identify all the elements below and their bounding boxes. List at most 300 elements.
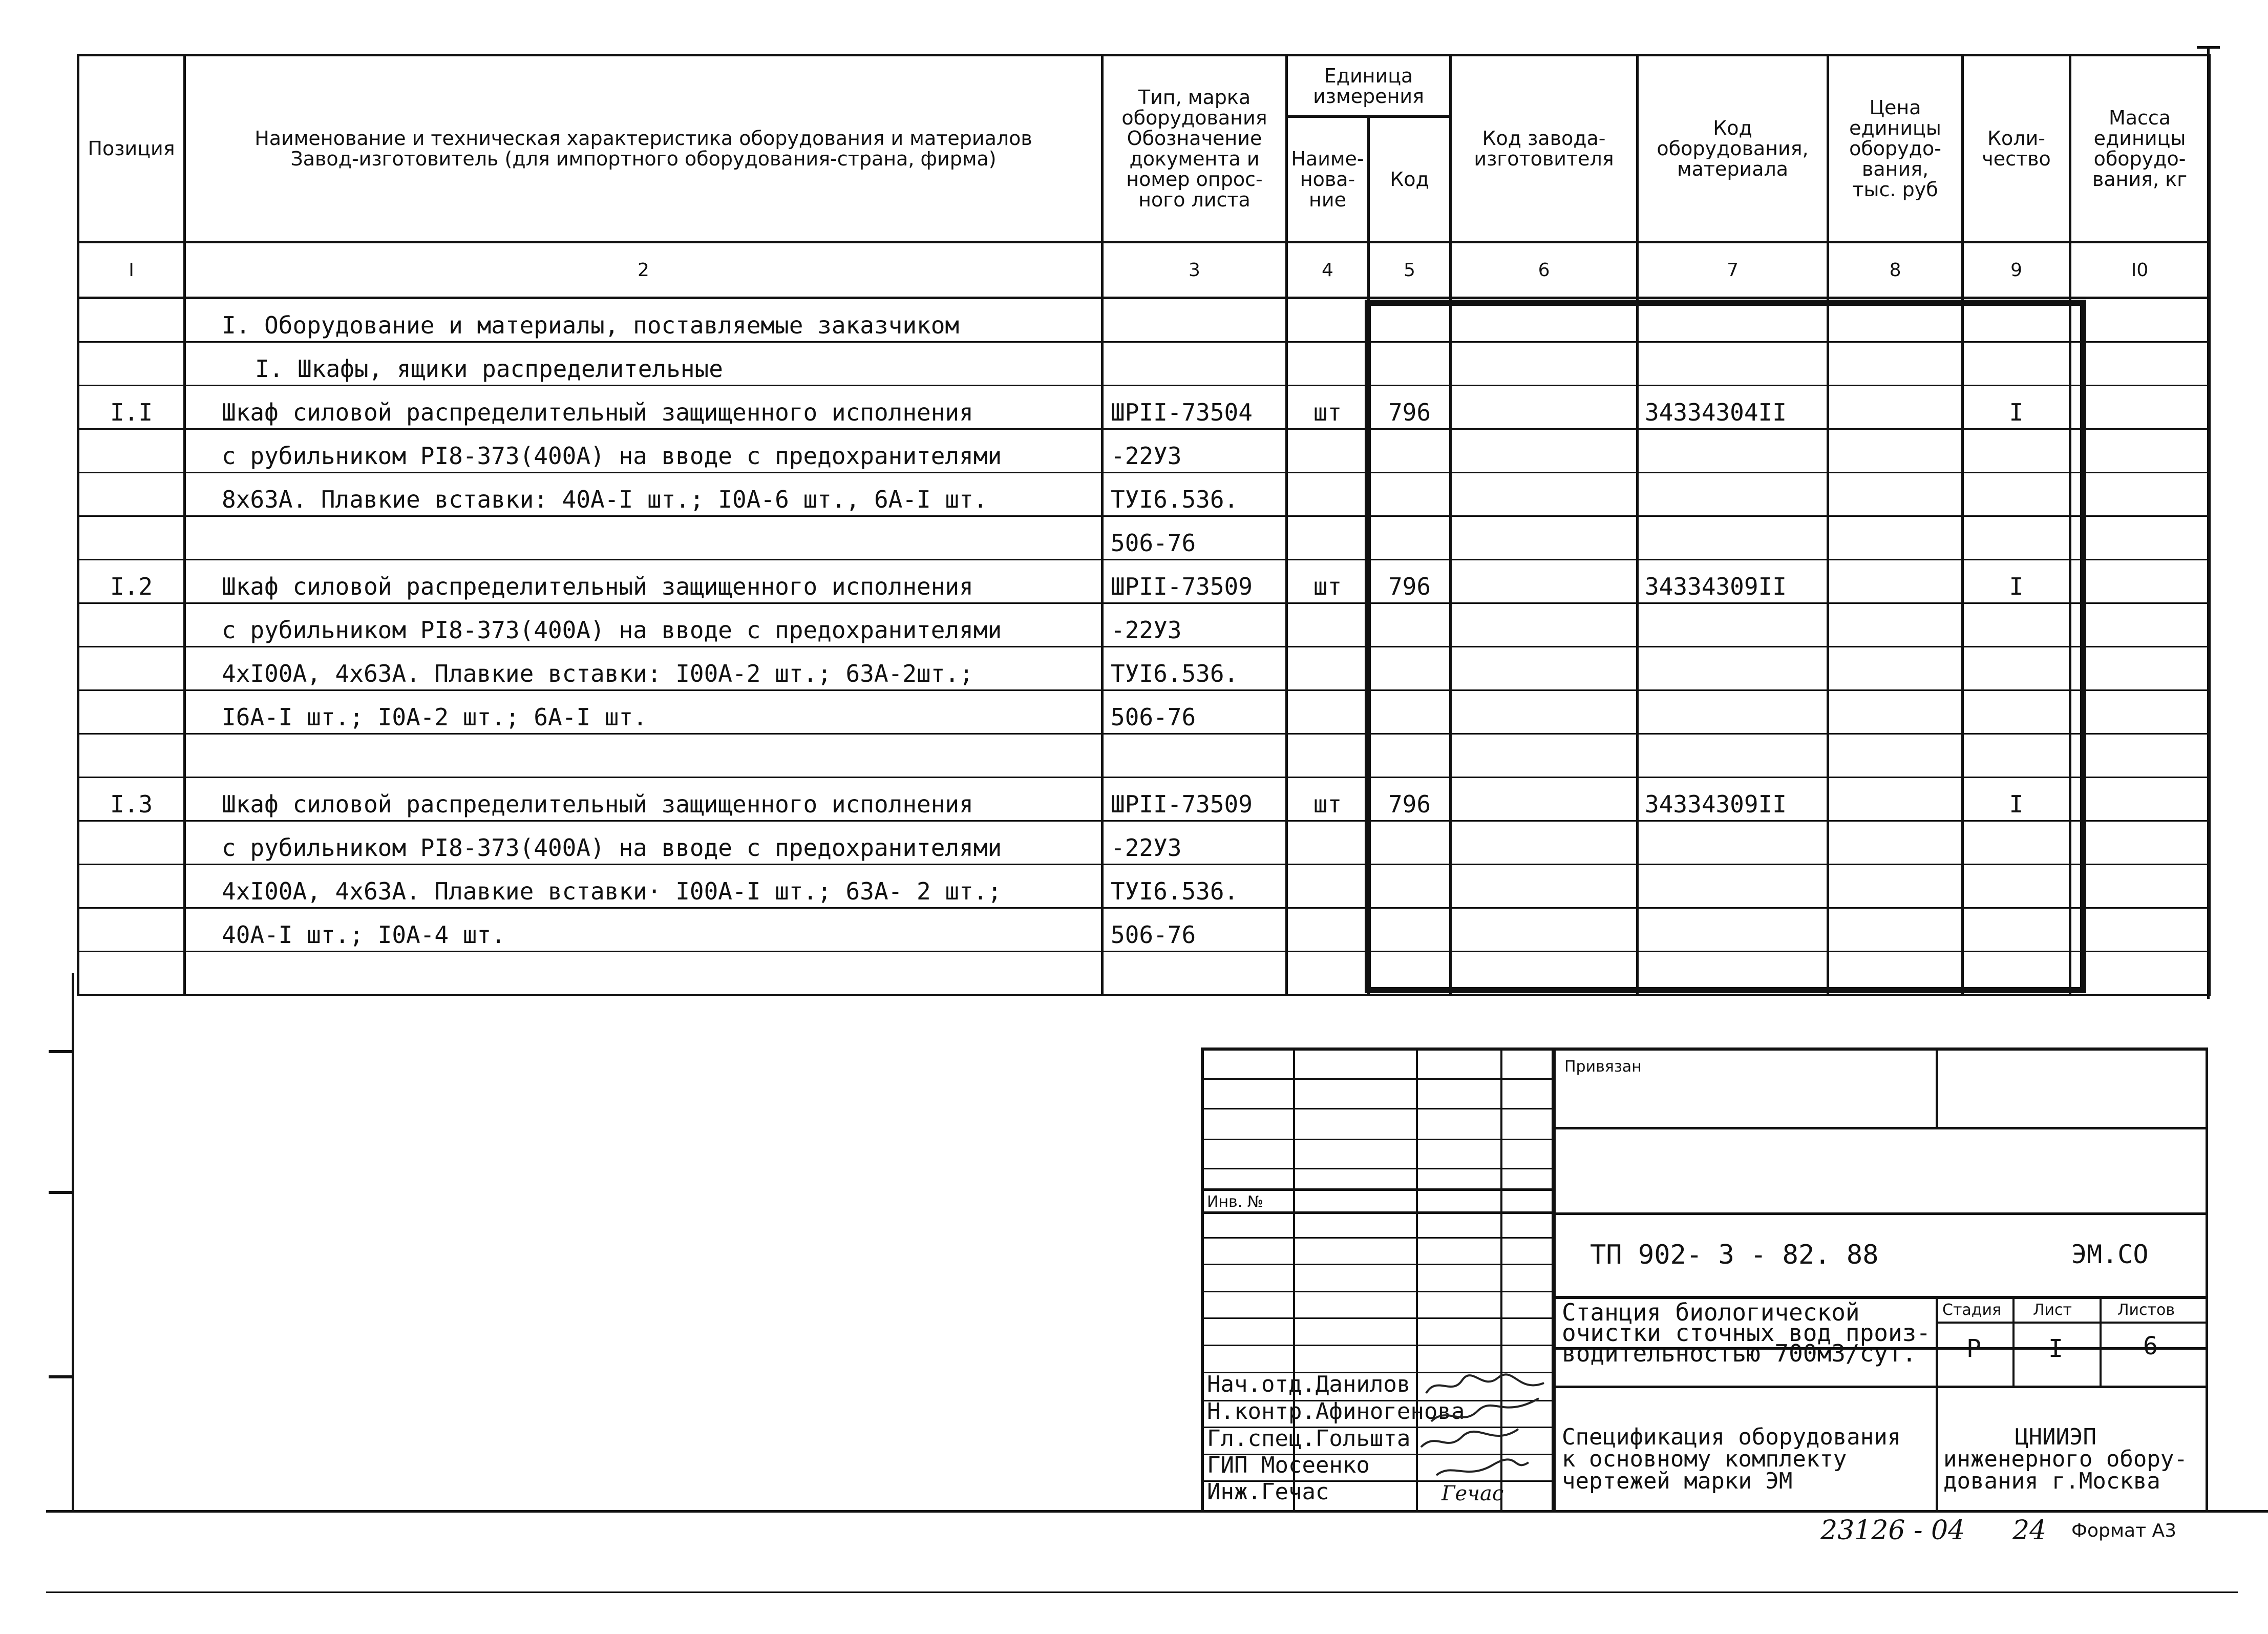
staff-name: Мосеенко [1261,1452,1370,1478]
header-type-line: Тип, марка [1138,86,1251,109]
header-price [1828,55,1963,242]
mass-cell [2070,821,2210,865]
tb-line [1201,1237,1554,1239]
mass-cell [2070,298,2210,342]
frame-left-border [72,973,74,1511]
quantity-cell [1963,342,2070,386]
position-cell [78,908,185,952]
tb-line [1554,1127,2207,1129]
tb-line [1936,1297,1938,1511]
header-price-line: Цена [1869,96,1921,119]
quantity-cell [1963,647,2070,690]
header-mass-line: оборудо- [2093,148,2186,170]
unit-code-cell [1369,908,1451,952]
header-material-line: оборудования, [1657,137,1809,160]
header-type-line: оборудования [1121,107,1267,129]
mass-cell [2070,342,2210,386]
type-cell [1103,952,1287,995]
tb-object-name-1: Станция биологической [1562,1298,1860,1326]
type-cell: -22У3 [1103,603,1287,647]
header-unit-code [1369,117,1451,242]
position-cell [78,298,185,342]
staff-role: Инж. [1207,1479,1261,1505]
type-cell [1103,298,1287,342]
name-cell: 4хI00А, 4х63А. Плавкие вставки· I00А-I шт.; 63А- 2 шт.; [185,865,1103,908]
title-block [1201,1048,2268,1511]
factory-code-cell [1451,516,1638,560]
header-price-line: оборудо- [1849,137,1941,160]
tb-line [1201,1048,2207,1051]
unit-name-cell [1287,952,1369,995]
name-cell: I. Оборудование и материалы, поставляемые заказчиком [185,298,1103,342]
name-cell: с рубильником PI8-373(400A) на вводе с предохранителями [185,429,1103,473]
tb-sheet-title-3: чертежей марки ЭМ [1562,1468,1793,1494]
unit-code-cell [1369,690,1451,734]
header-position-label: Позиция [88,137,175,160]
staff-name: Афиногенова [1315,1398,1465,1424]
signature-afinogenova [1431,1398,1539,1421]
material-code-cell [1638,298,1828,342]
price-cell [1828,298,1963,342]
tb-object-name-3: водительностью 700м3/сут. [1562,1339,1917,1367]
unit-name-cell [1287,342,1369,386]
unit-name-cell [1287,734,1369,778]
price-cell [1828,778,1963,821]
tb-line [1201,1168,1554,1169]
unit-code-cell [1369,516,1451,560]
name-cell [185,952,1103,995]
factory-code-cell [1451,560,1638,603]
table-row [78,690,2210,734]
header-quantity-line: чество [1982,148,2051,170]
mass-cell [2070,603,2210,647]
quantity-cell: I [1963,778,2070,821]
table-row [78,952,2210,995]
tb-sheet-value: I [2048,1334,2063,1363]
table-row [78,778,2210,821]
unit-code-cell: 796 [1369,386,1451,429]
frame-tick-2 [49,1191,73,1194]
name-cell: с рубильником PI8-373(400A) на вводе с предохранителями [185,603,1103,647]
signature-danilov [1426,1374,1544,1393]
column-number: 7 [1638,242,1828,298]
column-number: 4 [1287,242,1369,298]
staff-role: Н.контр. [1207,1398,1316,1424]
staff-row [1207,1371,1410,1397]
column-number: 9 [1963,242,2070,298]
price-cell [1828,386,1963,429]
quantity-cell [1963,865,2070,908]
price-cell [1828,342,1963,386]
position-cell [78,516,185,560]
material-code-cell [1638,734,1828,778]
price-cell [1828,821,1963,865]
unit-name-cell [1287,865,1369,908]
mass-cell [2070,560,2210,603]
header-type-line: ного листа [1138,188,1250,211]
material-code-cell [1638,516,1828,560]
material-code-cell [1638,690,1828,734]
mass-cell [2070,647,2210,690]
unit-code-cell [1369,473,1451,516]
position-cell: I.2 [78,560,185,603]
type-cell: -22У3 [1103,821,1287,865]
header-type [1103,55,1287,242]
header-type-line: номер опрос- [1126,168,1263,191]
material-code-cell [1638,952,1828,995]
header-mass-line: вания, кг [2092,168,2188,191]
material-code-cell [1638,865,1828,908]
table-row [78,342,2210,386]
tb-sheet-title-1: Спецификация оборудования [1562,1424,1901,1450]
signature-gechas: Гечас [1442,1482,1504,1505]
quantity-cell [1963,952,2070,995]
type-cell: ТУI6.536. [1103,473,1287,516]
table-row [78,821,2210,865]
unit-name-cell [1287,821,1369,865]
quantity-cell [1963,298,2070,342]
tb-organization-1: ЦНИИЭП [2015,1424,2096,1450]
name-cell: I. Шкафы, ящики распределительные [185,342,1103,386]
price-cell [1828,865,1963,908]
tb-stage-value: Р [1966,1334,1981,1363]
price-cell [1828,560,1963,603]
tb-privyazan: Привязан [1564,1058,1642,1076]
price-cell [1828,647,1963,690]
unit-name-cell [1287,908,1369,952]
position-cell [78,952,185,995]
header-factory-line: изготовителя [1474,148,1614,170]
material-code-cell [1638,473,1828,516]
position-cell [78,603,185,647]
tb-line [1936,1048,1938,1128]
unit-code-cell [1369,298,1451,342]
mass-cell [2070,908,2210,952]
unit-name-cell [1287,473,1369,516]
header-position [78,55,185,242]
table-row [78,560,2210,603]
header-unit-code-label: Код [1390,168,1429,191]
header-unit-name-line: ние [1309,188,1346,211]
staff-row [1207,1452,1370,1478]
material-code-cell [1638,429,1828,473]
type-cell: ТУI6.536. [1103,647,1287,690]
tb-doc-code: ЭМ.СО [2071,1240,2149,1269]
staff-row [1207,1479,1329,1505]
mass-cell [2070,690,2210,734]
tb-sheet-label: Лист [2033,1301,2072,1319]
tb-sheet-title-2: к основному комплекту [1562,1446,1847,1472]
header-factory-code [1451,55,1638,242]
quantity-cell [1963,690,2070,734]
type-cell: ШРII-73504 [1103,386,1287,429]
staff-role: Гл.спец. [1207,1426,1316,1452]
unit-name-cell: шт [1287,386,1369,429]
staff-name: Гольшта [1315,1426,1411,1452]
tb-line [1201,1048,1204,1511]
header-name [185,55,1103,242]
signature-golshta [1421,1429,1518,1447]
header-name-line1: Наименование и техническая характеристика оборудования и материалов [255,127,1032,150]
quantity-cell: I [1963,560,2070,603]
format-label: Формат А3 [2071,1520,2177,1541]
type-cell: 506-76 [1103,516,1287,560]
price-cell [1828,516,1963,560]
unit-code-cell [1369,429,1451,473]
header-quantity [1963,55,2070,242]
tb-line [1936,1322,2207,1324]
column-number: 6 [1451,242,1638,298]
tb-line [1201,1345,1554,1346]
table-row [78,865,2210,908]
table-row [78,386,2210,429]
table-row [78,516,2210,560]
table-row [78,734,2210,778]
staff-row [1207,1426,1410,1452]
name-cell: 40А-I шт.; I0А-4 шт. [185,908,1103,952]
header-type-line: документа и [1129,148,1260,170]
factory-code-cell [1451,342,1638,386]
factory-code-cell [1451,386,1638,429]
unit-code-cell [1369,603,1451,647]
type-cell [1103,734,1287,778]
unit-name-cell [1287,690,1369,734]
unit-code-cell [1369,821,1451,865]
tb-line [1201,1317,1554,1319]
type-cell [1103,342,1287,386]
unit-code-cell [1369,952,1451,995]
staff-name: Гечас [1261,1479,1329,1505]
header-price-line: единицы [1849,117,1941,139]
archive-number: 23126 - 04 [1820,1515,1965,1546]
column-number: 3 [1103,242,1287,298]
factory-code-cell [1451,865,1638,908]
header-type-line: Обозначение [1127,127,1262,150]
header-unit-group [1287,55,1451,117]
header-material-line: материала [1677,158,1789,180]
header-unit-line: Единица [1324,64,1413,87]
tb-line [1554,1386,2207,1388]
mass-cell [2070,734,2210,778]
position-cell [78,734,185,778]
frame-tick-1 [49,1050,73,1053]
name-cell [185,516,1103,560]
header-quantity-line: Коли- [1987,127,2045,150]
price-cell [1828,473,1963,516]
quantity-cell [1963,516,2070,560]
name-cell: Шкаф силовой распределительный защищенного исполнения [185,560,1103,603]
column-number: I [78,242,185,298]
type-cell: 506-76 [1103,908,1287,952]
column-number: 8 [1828,242,1963,298]
tb-stage-label: Стадия [1942,1301,2002,1319]
material-code-cell: 34334309II [1638,560,1828,603]
factory-code-cell [1451,603,1638,647]
quantity-cell [1963,821,2070,865]
column-number: 2 [185,242,1103,298]
tb-line [1201,1108,1554,1109]
signature-moseenko [1436,1459,1529,1475]
position-cell [78,690,185,734]
position-cell [78,473,185,516]
tb-organization-3: дования г.Москва [1943,1468,2160,1494]
table-row [78,603,2210,647]
price-cell [1828,690,1963,734]
position-cell [78,865,185,908]
column-number-row [78,242,2210,298]
header-mass [2070,55,2210,242]
position-cell [78,821,185,865]
quantity-cell [1963,734,2070,778]
material-code-cell [1638,647,1828,690]
tb-line [2012,1297,2015,1387]
factory-code-cell [1451,952,1638,995]
name-cell: Шкаф силовой распределительный защищенного исполнения [185,386,1103,429]
tb-line [1201,1139,1554,1140]
staff-role: ГИП [1207,1452,1248,1478]
table-row [78,429,2210,473]
staff-name: Данилов [1315,1371,1411,1397]
quantity-cell: I [1963,386,2070,429]
factory-code-cell [1451,690,1638,734]
price-cell [1828,734,1963,778]
quantity-cell [1963,908,2070,952]
tb-organization-2: инженерного обору- [1943,1446,2188,1472]
name-cell: I6А-I шт.; I0А-2 шт.; 6А-I шт. [185,690,1103,734]
header-name-line2: Завод-изготовитель (для импортного оборудования-страна, фирма) [290,148,997,170]
type-cell: ШРII-73509 [1103,560,1287,603]
factory-code-cell [1451,647,1638,690]
unit-code-cell [1369,342,1451,386]
staff-role: Нач.отд. [1207,1371,1316,1397]
tb-line [1201,1078,1554,1080]
factory-code-cell [1451,908,1638,952]
factory-code-cell [1451,473,1638,516]
quantity-cell [1963,603,2070,647]
tb-object-name-2: очистки сточных вод произ- [1562,1319,1931,1347]
unit-name-cell [1287,647,1369,690]
position-cell [78,647,185,690]
position-cell [78,342,185,386]
tb-line [2100,1297,2102,1387]
column-number: 5 [1369,242,1451,298]
mass-cell [2070,516,2210,560]
quantity-cell [1963,429,2070,473]
table-row [78,298,2210,342]
name-cell: 8х63А. Плавкие вставки: 40А-I шт.; I0А-6 шт., 6А-I шт. [185,473,1103,516]
table-row [78,473,2210,516]
unit-name-cell: шт [1287,560,1369,603]
position-cell [78,429,185,473]
mass-cell [2070,865,2210,908]
table-row [78,908,2210,952]
header-material-line: Код [1713,117,1752,139]
unit-code-cell [1369,865,1451,908]
name-cell: 4хI00А, 4х63А. Плавкие вставки: I00А-2 шт.; 63А-2шт.; [185,647,1103,690]
tb-doc-number: ТП 902- 3 - 82. 88 [1590,1240,1879,1270]
price-cell [1828,603,1963,647]
header-unit-name-line: нова- [1300,168,1355,191]
price-cell [1828,429,1963,473]
factory-code-cell [1451,734,1638,778]
unit-name-cell: шт [1287,778,1369,821]
material-code-cell [1638,821,1828,865]
material-code-cell [1638,603,1828,647]
tb-sheets-label: Листов [2117,1301,2175,1319]
frame-tick-3 [49,1375,73,1378]
name-cell: Шкаф силовой распределительный защищенного исполнения [185,778,1103,821]
header-factory-line: Код завода- [1482,127,1606,150]
material-code-cell [1638,908,1828,952]
header-unit-name [1287,117,1369,242]
cut-line [46,1591,2238,1593]
type-cell: 506-76 [1103,690,1287,734]
unit-code-cell [1369,734,1451,778]
column-number: I0 [2070,242,2210,298]
page-number: 24 [2012,1515,2047,1546]
type-cell: ТУI6.536. [1103,865,1287,908]
name-cell [185,734,1103,778]
material-code-cell [1638,342,1828,386]
unit-name-cell [1287,603,1369,647]
tb-line [1201,1264,1554,1265]
header-mass-line: Масса [2108,107,2171,129]
header-unit-line: измерения [1313,85,1424,108]
name-cell: с рубильником PI8-373(400A) на вводе с предохранителями [185,821,1103,865]
table-row [78,647,2210,690]
mass-cell [2070,952,2210,995]
tb-inv-no: Инв. № [1207,1193,1264,1211]
tb-line [1554,1212,2207,1215]
frame-top-right-tick [2197,46,2220,49]
mass-cell [2070,386,2210,429]
mass-cell [2070,778,2210,821]
position-cell: I.I [78,386,185,429]
price-cell [1828,908,1963,952]
header-mass-line: единицы [2093,127,2186,150]
quantity-cell [1963,473,2070,516]
mass-cell [2070,429,2210,473]
unit-name-cell [1287,429,1369,473]
material-code-cell: 34334309II [1638,778,1828,821]
factory-code-cell [1451,429,1638,473]
unit-name-cell [1287,298,1369,342]
factory-code-cell [1451,778,1638,821]
factory-code-cell [1451,298,1638,342]
header-material-code [1638,55,1828,242]
tb-line [1201,1291,1554,1292]
material-code-cell: 34334304II [1638,386,1828,429]
factory-code-cell [1451,821,1638,865]
mass-cell [2070,473,2210,516]
unit-code-cell: 796 [1369,778,1451,821]
tb-sheets-value: 6 [2143,1332,2158,1360]
tb-line [1201,1211,1554,1214]
type-cell: -22У3 [1103,429,1287,473]
unit-code-cell [1369,647,1451,690]
type-cell: ШРII-73509 [1103,778,1287,821]
header-price-line: вания, [1861,158,1929,180]
position-cell: I.3 [78,778,185,821]
unit-name-cell [1287,516,1369,560]
header-price-line: тыс. руб [1852,178,1938,201]
specification-table [77,54,2211,996]
header-unit-name-line: Наиме- [1291,148,1364,170]
tb-line [2206,1048,2208,1511]
tb-line [1201,1188,1554,1191]
unit-code-cell: 796 [1369,560,1451,603]
price-cell [1828,952,1963,995]
